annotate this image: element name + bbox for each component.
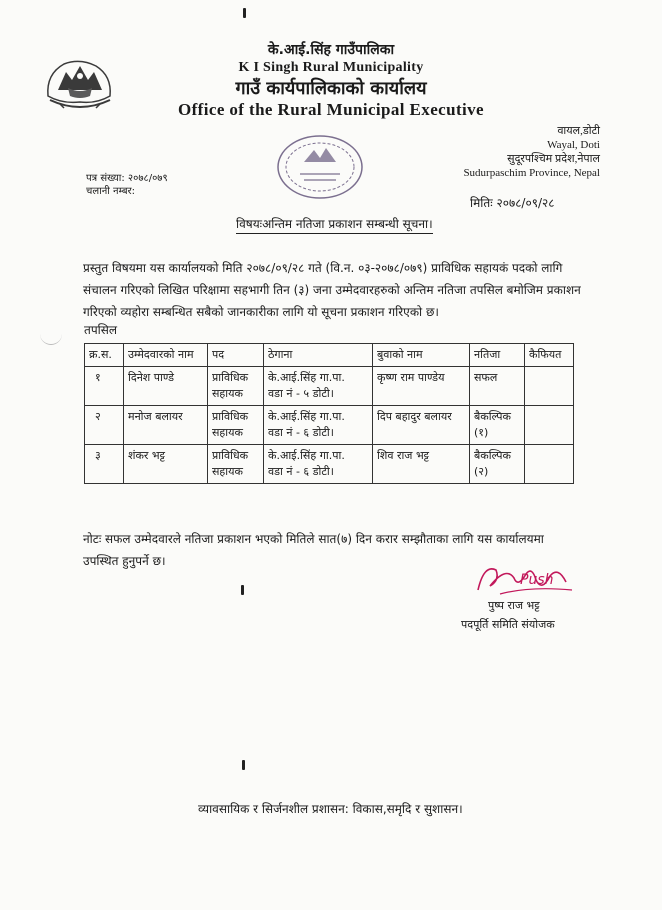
result-text: सफल <box>474 371 498 384</box>
address-line: Sudurpaschim Province, Nepal <box>463 167 600 179</box>
tapsil-label: तपसिल <box>84 323 118 337</box>
punch-hole-mark <box>40 330 62 345</box>
table-header-cell: पद <box>208 344 264 367</box>
result-rank: (१) <box>474 426 489 439</box>
father-cell: दिप बहादुर बलायर <box>373 406 470 445</box>
table-header-cell: कैफियत <box>525 344 574 367</box>
office-name-en: Office of the Rural Municipal Executive <box>178 100 484 119</box>
result-cell <box>470 445 525 484</box>
address-cell <box>264 445 373 484</box>
chalani-number: चलानी नम्बर: <box>86 186 136 197</box>
address-part: वडा नं - ६ डोटी। <box>268 426 334 439</box>
post-cell: प्राविधिक सहायक <box>208 445 264 484</box>
remark-cell <box>525 445 574 484</box>
table-row <box>85 367 574 406</box>
post-cell: प्राविधिक सहायक <box>208 406 264 445</box>
sn-cell: १ <box>85 367 124 406</box>
address-part: वडा नं - ६ डोटी। <box>268 465 334 478</box>
result-text: बैकल्पिक <box>474 410 511 423</box>
name-cell: मनोज बलायर <box>124 406 208 445</box>
municipality-name-en: K I Singh Rural Municipality <box>238 60 424 75</box>
result-cell <box>470 406 525 445</box>
document-date: मितिः २०७८/०९/२८ <box>470 196 555 210</box>
table-header-cell: ठेगाना <box>264 344 373 367</box>
table-header-cell: क्र.स. <box>85 344 124 367</box>
municipality-name-np: के.आई.सिंह गाउँपालिका <box>267 42 395 58</box>
address-line: Wayal, Doti <box>547 139 600 151</box>
patra-sankhya: पत्र संख्या: २०७८/०७९ <box>86 173 168 184</box>
name-cell: दिनेश पाण्डे <box>124 367 208 406</box>
table-header-row <box>85 344 574 367</box>
handwritten-signature <box>470 556 580 602</box>
office-name-np: गाउँ कार्यपालिकाको कार्यालय <box>235 78 427 99</box>
name-cell: शंकर भट्ट <box>124 445 208 484</box>
subject-line: विषयःअन्तिम नतिजा प्रकाशन सम्बन्धी सूचना। <box>236 215 433 234</box>
table-header-cell: नतिजा <box>470 344 525 367</box>
post-cell: प्राविधिक सहायक <box>208 367 264 406</box>
table-header-cell: उम्मेदवारको नाम <box>124 344 208 367</box>
signatory-title: पदपूर्ति समिति संयोजक <box>461 618 555 631</box>
result-cell <box>470 367 525 406</box>
father-cell: शिव राज भट्ट <box>373 445 470 484</box>
address-line: सुदूरपश्चिम प्रदेश,नेपाल <box>507 153 600 165</box>
table-header-cell: बुवाको नाम <box>373 344 470 367</box>
address-part: के.आई.सिंह गा.पा. <box>268 410 345 423</box>
scan-mark <box>243 8 246 18</box>
address-cell <box>264 406 373 445</box>
address-line: वायल,डोटी <box>557 125 600 137</box>
scan-mark <box>241 585 244 595</box>
address-cell <box>264 367 373 406</box>
table-row <box>85 406 574 445</box>
scan-mark <box>242 760 245 770</box>
address-block <box>463 124 600 180</box>
sn-cell: ३ <box>85 445 124 484</box>
body-paragraph: प्रस्तुत विषयमा यस कार्यालयको मिति २०७८/०९/२८ गते (वि.न. ०३-२०७८/०७९) प्राविधिक सहायकं पदको लागि संचालन गरिएको लिखित परिक्षामा सहभागी तिन (३) जना उम्मेदवारहरुको अन्तिम नतिजा तपसिल बमोजिम प्रकाशन गरिएको व्यहोरा सम्बन्धित सबैको जानकारीका लागि यो सूचना प्रकाशन गरिएको छ। <box>83 261 581 319</box>
signature-scrawl: Push <box>520 572 554 588</box>
result-text: बैकल्पिक <box>474 449 511 462</box>
address-part: के.आई.सिंह गा.पा. <box>268 371 345 384</box>
father-cell: कृष्ण राम पाण्डेय <box>373 367 470 406</box>
address-part: वडा नं - ५ डोटी। <box>268 387 334 400</box>
footer-slogan: व्यावसायिक र सिर्जनशील प्रशासन: विकास,समृदि र सुशासन। <box>198 802 463 816</box>
note-paragraph: नोटः सफल उम्मेदवारले नतिजा प्रकाशन भएको मितिले सात(७) दिन करार सम्झौताका लागि यस कार्यालयमा उपस्थित हुनुपर्ने छ। <box>83 532 544 568</box>
signatory-name: पुष्प राज भट्ट <box>488 599 540 612</box>
results-table <box>84 343 574 484</box>
table-row <box>85 445 574 484</box>
sn-cell: २ <box>85 406 124 445</box>
result-rank: (२) <box>474 465 489 478</box>
address-part: के.आई.सिंह गा.पा. <box>268 449 345 462</box>
remark-cell <box>525 367 574 406</box>
remark-cell <box>525 406 574 445</box>
office-stamp <box>274 132 366 202</box>
